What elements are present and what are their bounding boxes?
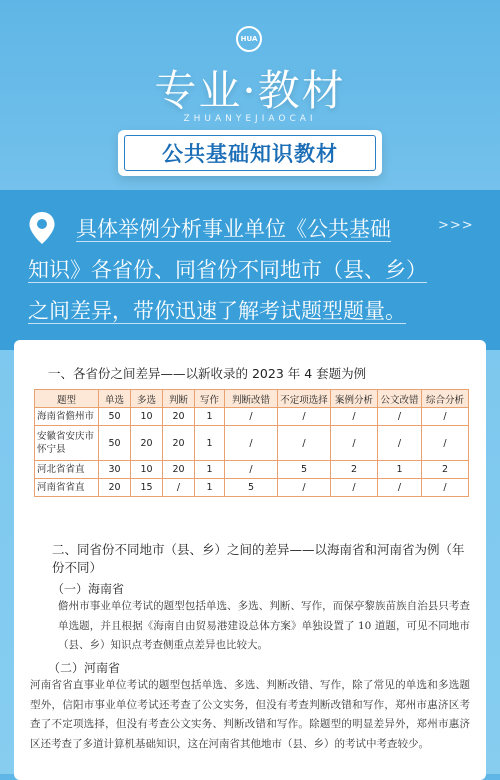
table-header: 判断改错 xyxy=(225,390,278,408)
table-cell: 海南省儋州市 xyxy=(35,408,99,426)
subheading-hainan: （一）海南省 xyxy=(52,582,125,596)
table-row xyxy=(35,426,469,461)
table-cell: / xyxy=(422,479,469,497)
table-cell: / xyxy=(422,408,469,426)
table-cell: 30 xyxy=(99,461,131,479)
table-header-row xyxy=(35,390,469,408)
table-cell: 5 xyxy=(225,479,278,497)
table-header: 公文改错 xyxy=(378,390,422,408)
table-cell: 50 xyxy=(99,426,131,461)
table-cell: / xyxy=(163,479,195,497)
table-cell: / xyxy=(378,479,422,497)
table-cell: / xyxy=(278,408,331,426)
table-cell: / xyxy=(422,426,469,461)
paragraph-henan: 河南省省直事业单位考试的题型包括单选、多选、判断改错、写作，除了常见的单选和多选题型外，信阳市事业单位考试还考查了公文实务，但没有考查判断改错和写作，郑州市惠济区考查了不定项选择，但没有考查公文实务、判断改错和写作。除题型的明显差异外，郑州市惠济区还考查了多道计算机基础知识，这在河南省其他地市（县、乡）的考试中考查较少。 xyxy=(30,679,470,750)
exam-type-table xyxy=(34,389,469,497)
hero-title: 专业·教材 xyxy=(154,66,346,115)
arrows-icon: >>> xyxy=(438,218,474,233)
table-cell: 20 xyxy=(99,479,131,497)
logo-text: HUA xyxy=(240,35,258,43)
table-cell: 10 xyxy=(131,408,163,426)
info-line-3: 之间差异，带你迅速了解考试题型题量。 xyxy=(28,299,406,323)
table-cell: 15 xyxy=(131,479,163,497)
table-row xyxy=(35,479,469,497)
table-cell: 50 xyxy=(99,408,131,426)
table-cell: / xyxy=(278,426,331,461)
banner-label: 公共基础知识教材 xyxy=(124,135,376,171)
table-header: 多选 xyxy=(131,390,163,408)
table-cell: / xyxy=(331,479,378,497)
table-row xyxy=(35,461,469,479)
table-cell: 1 xyxy=(195,479,225,497)
table-header: 综合分析 xyxy=(422,390,469,408)
table-cell: / xyxy=(331,408,378,426)
table-cell: / xyxy=(225,408,278,426)
paragraph-hainan: 儋州市事业单位考试的题型包括单选、多选、判断、写作，而保亭黎族苗族自治县只考查单选题，并且根据《海南自由贸易港建设总体方案》单独设置了 10 道题，可见不同地市（县、乡）知识点考查侧重点差异也比较大。 xyxy=(58,600,470,651)
brand-logo xyxy=(236,26,262,52)
table-cell: 10 xyxy=(131,461,163,479)
table-cell: / xyxy=(225,426,278,461)
table-cell: 1 xyxy=(378,461,422,479)
info-text xyxy=(28,209,470,332)
table-row xyxy=(35,408,469,426)
table-header: 单选 xyxy=(99,390,131,408)
table-cell: / xyxy=(378,408,422,426)
table-cell: / xyxy=(225,461,278,479)
table-header: 不定项选择 xyxy=(278,390,331,408)
table-cell: / xyxy=(331,426,378,461)
table-header: 题型 xyxy=(35,390,99,408)
table-cell: 20 xyxy=(163,461,195,479)
table-cell: / xyxy=(278,479,331,497)
table-header: 案例分析 xyxy=(331,390,378,408)
section-1-title: 一、各省份之间差异——以新收录的 2023 年 4 套题为例 xyxy=(48,366,367,381)
table-cell: 安徽省安庆市怀宁县 xyxy=(35,426,99,461)
table-cell: 河北省省直 xyxy=(35,461,99,479)
table-cell: 20 xyxy=(163,408,195,426)
table-cell: 河南省省直 xyxy=(35,479,99,497)
table-cell: 1 xyxy=(195,408,225,426)
table-cell: 1 xyxy=(195,426,225,461)
title-banner xyxy=(118,130,382,176)
table-header: 判断 xyxy=(163,390,195,408)
section-2-title: 二、同省份不同地市（县、乡）之间的差异——以海南省和河南省为例（年份不同） xyxy=(52,542,465,575)
table-cell: 5 xyxy=(278,461,331,479)
table-cell: 2 xyxy=(331,461,378,479)
info-line-1: 具体举例分析事业单位《公共基础 xyxy=(76,217,391,241)
hero-pinyin: ZHUANYEJIAOCAI xyxy=(183,114,317,124)
table-cell: 20 xyxy=(163,426,195,461)
table-cell: 1 xyxy=(195,461,225,479)
table-cell: / xyxy=(378,426,422,461)
table-header: 写作 xyxy=(195,390,225,408)
table-cell: 2 xyxy=(422,461,469,479)
table-cell: 20 xyxy=(131,426,163,461)
subheading-henan: （二）河南省 xyxy=(48,661,121,675)
info-line-2: 知识》各省份、同省份不同地市（县、乡） xyxy=(28,258,427,282)
